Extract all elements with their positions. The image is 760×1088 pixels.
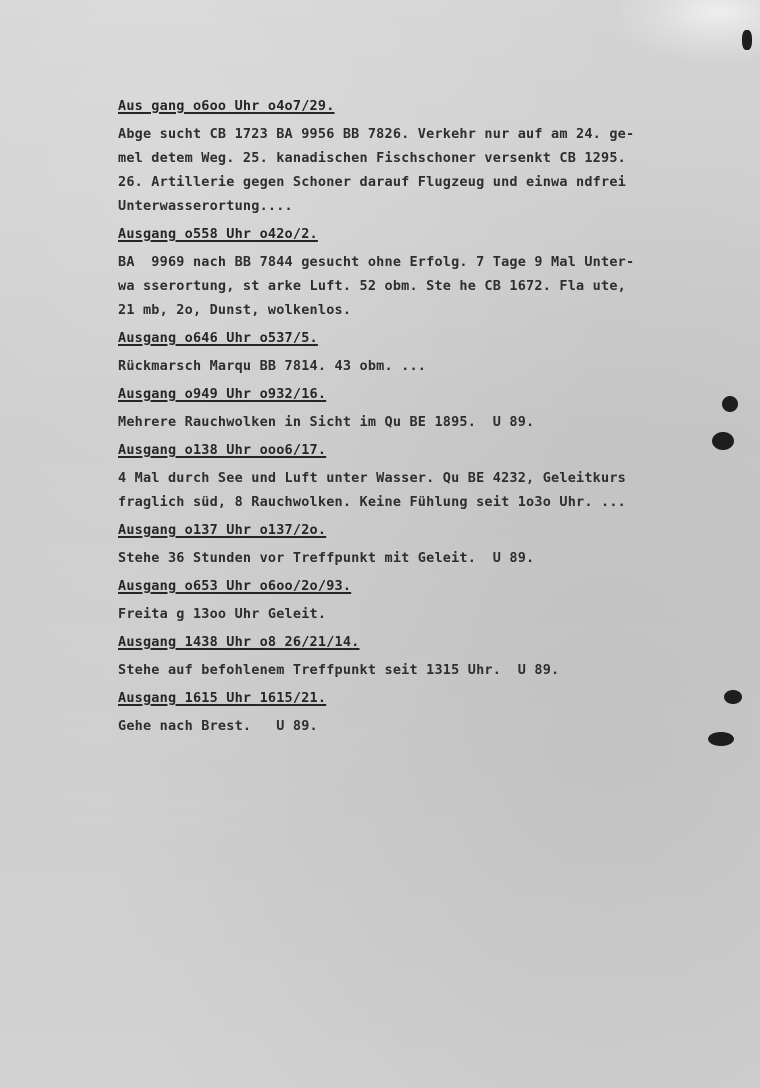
entry-line: 21 mb, 2o, Dunst, wolkenlos. [118,302,352,318]
entry-line: Unterwasserortung.... [118,198,293,214]
entry-body [118,466,728,514]
message-log [118,96,728,744]
ink-blot [742,30,752,50]
entry-line: Stehe 36 Stunden vor Treffpunkt mit Geleit. U 89. [118,550,535,566]
entry-heading: Ausgang o949 Uhr o932/16. [118,386,327,402]
entry-body [118,602,728,626]
entry-heading: Ausgang o558 Uhr o42o/2. [118,226,318,242]
log-entry [118,688,728,738]
entry-line: Rückmarsch Marqu BB 7814. 43 obm. ... [118,358,427,374]
entry-line: 26. Artillerie gegen Schoner darauf Flugzeug und einwa ndfrei [118,174,626,190]
entry-heading: Ausgang 1438 Uhr o8 26/21/14. [118,634,360,650]
log-entry [118,224,728,322]
entry-line: Stehe auf befohlenem Treffpunkt seit 1315 Uhr. U 89. [118,662,560,678]
entry-heading: Ausgang 1615 Uhr 1615/21. [118,690,327,706]
entry-line: Freita g 13oo Uhr Geleit. [118,606,327,622]
entry-line: fraglich süd, 8 Rauchwolken. Keine Fühlung seit 1o3o Uhr. ... [118,494,626,510]
entry-line: mel detem Weg. 25. kanadischen Fischschoner versenkt CB 1295. [118,150,626,166]
entry-line: 4 Mal durch See und Luft unter Wasser. Qu BE 4232, Geleitkurs [118,470,626,486]
log-entry [118,632,728,682]
entry-heading: Ausgang o137 Uhr o137/2o. [118,522,327,538]
entry-body [118,250,728,322]
entry-body [118,658,728,682]
log-entry [118,384,728,434]
log-entry [118,96,728,218]
entry-line: wa sserortung, st arke Luft. 52 obm. Ste he CB 1672. Fla ute, [118,278,626,294]
entry-body [118,122,728,218]
entry-line: Gehe nach Brest. U 89. [118,718,318,734]
entry-heading: Ausgang o646 Uhr o537/5. [118,330,318,346]
entry-heading: Aus gang o6oo Uhr o4o7/29. [118,98,335,114]
entry-body [118,546,728,570]
ink-blot [712,432,734,450]
ink-blot [724,690,742,704]
entry-body [118,354,728,378]
entry-line: Mehrere Rauchwolken in Sicht im Qu BE 1895. U 89. [118,414,535,430]
entry-line: BA 9969 nach BB 7844 gesucht ohne Erfolg. 7 Tage 9 Mal Unter- [118,254,635,270]
ink-blot [708,732,734,746]
ink-blot [722,396,738,412]
entry-heading: Ausgang o138 Uhr ooo6/17. [118,442,327,458]
entry-body [118,714,728,738]
log-entry [118,576,728,626]
entry-line: Abge sucht CB 1723 BA 9956 BB 7826. Verkehr nur auf am 24. ge- [118,126,635,142]
entry-body [118,410,728,434]
log-entry [118,440,728,514]
log-entry [118,520,728,570]
log-entry [118,328,728,378]
paper-fold-mark [620,0,760,60]
entry-heading: Ausgang o653 Uhr o6oo/2o/93. [118,578,352,594]
